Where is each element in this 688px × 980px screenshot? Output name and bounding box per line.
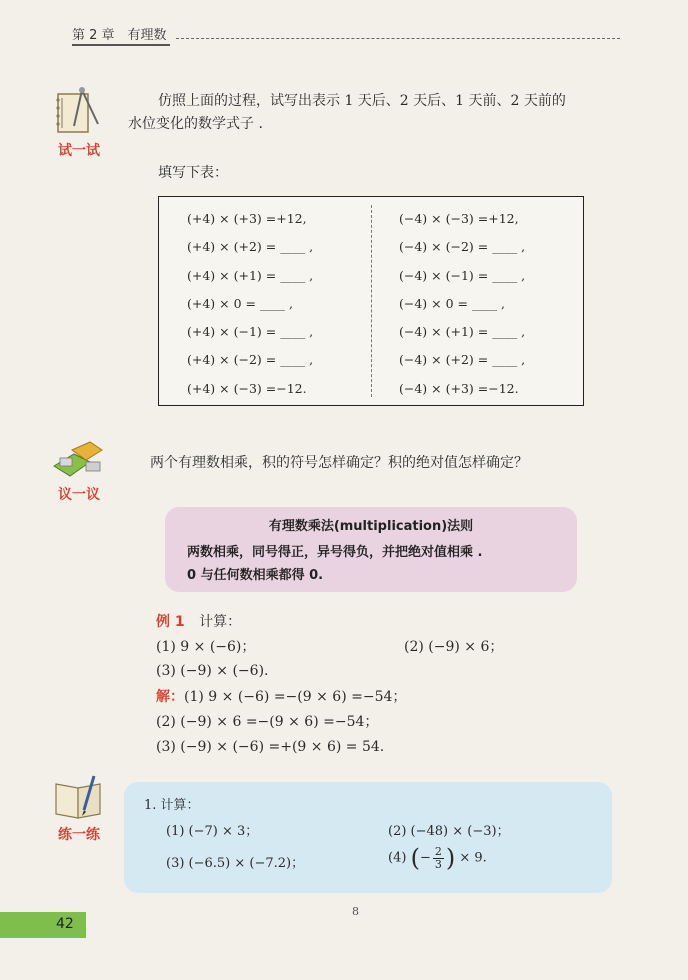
bottom-mark: 8 — [352, 905, 359, 918]
example-question-3: (3) (−9) × (−6). — [156, 663, 269, 679]
try-instruction-line-2: 水位变化的数学式子 . — [128, 116, 263, 132]
table-row: (−4) × 0 = ____ , — [399, 295, 505, 311]
practice-item-4-suffix: × 9. — [459, 850, 487, 866]
practice-item-1: (1) (−7) × 3； — [166, 824, 259, 839]
book-pen-icon — [50, 772, 108, 822]
example-heading — [156, 611, 241, 633]
try-section-marker — [48, 84, 110, 160]
table-left-column — [187, 205, 387, 403]
table-row: (+4) × (−3) =−12. — [187, 380, 307, 396]
practice-item-4-prefix: (4) — [388, 850, 407, 866]
table-row: (−4) × (−2) = ____ , — [399, 239, 526, 255]
fill-in-table — [158, 196, 584, 406]
page-number-tab — [0, 912, 86, 938]
fraction-denominator: 3 — [434, 857, 442, 871]
discuss-section-marker — [48, 436, 110, 504]
rule-line-2: 0 与任何数相乘都得 0. — [187, 568, 324, 583]
table-row: (+4) × (−2) = ____ , — [187, 352, 314, 368]
try-label: 试一试 — [58, 143, 100, 159]
fraction — [433, 846, 444, 871]
discuss-question: 两个有理数相乘，积的符号怎样确定？积的绝对值怎样确定？ — [150, 455, 528, 471]
table-right-column — [399, 205, 599, 403]
notebook-compass-icon — [52, 84, 106, 138]
table-row: (+4) × (+1) = ____ , — [187, 267, 314, 283]
example-label: 例 1 — [156, 614, 185, 630]
practice-heading: 1. 计算： — [144, 798, 200, 813]
practice-section-marker — [48, 772, 110, 844]
table-row: (+4) × (−1) = ____ , — [187, 324, 314, 340]
example-question-2: (2) (−9) × 6； — [404, 639, 504, 655]
fill-table-prompt: 填写下表： — [158, 165, 228, 181]
fraction-numerator: 2 — [434, 844, 442, 858]
left-paren-icon: ( — [410, 844, 420, 872]
table-row: (+4) × 0 = ____ , — [187, 295, 293, 311]
page-number: 42 — [56, 916, 74, 932]
multiplication-rule-box — [165, 507, 577, 592]
solution-line-2: (2) (−9) × 6 =−(9 × 6) =−54； — [156, 714, 379, 730]
header-underline — [72, 44, 170, 46]
rule-line-1: 两数相乘，同号得正，异号得负，并把绝对值相乘 . — [187, 545, 483, 560]
table-row: (−4) × (+3) =−12. — [399, 380, 519, 396]
solution-line-1 — [156, 686, 406, 708]
practice-item-3: (3) (−6.5) × (−7.2)； — [166, 856, 305, 871]
fraction-sign: − — [419, 850, 431, 866]
solution-text-1: (1) 9 × (−6) =−(9 × 6) =−54； — [184, 689, 407, 705]
discussion-icon — [50, 436, 108, 482]
solution-label: 解： — [156, 689, 184, 705]
example-question-1: (1) 9 × (−6)； — [156, 639, 256, 655]
practice-item-2: (2) (−48) × (−3)； — [388, 824, 510, 839]
discuss-label: 议一议 — [58, 487, 100, 503]
table-row: (+4) × (+3) =+12, — [187, 211, 307, 226]
chapter-header: 第 2 章 有理数 — [72, 28, 167, 43]
right-paren-icon: ) — [445, 844, 456, 872]
example-prompt: 计算： — [199, 614, 242, 630]
table-row: (−4) × (+2) = ____ , — [399, 352, 526, 368]
table-row: (−4) × (−3) =+12, — [399, 211, 519, 226]
table-row: (+4) × (+2) = ____ , — [187, 239, 314, 255]
header-dashed-rule — [176, 38, 620, 39]
table-row: (−4) × (−1) = ____ , — [399, 267, 526, 283]
rule-title: 有理数乘法(multiplication)法则 — [268, 519, 474, 534]
practice-item-4 — [388, 844, 487, 872]
try-instruction-line-1: 仿照上面的过程，试写出表示 1 天后、2 天后、1 天前、2 天前的 — [158, 93, 566, 109]
practice-box — [124, 782, 612, 893]
table-row: (−4) × (+1) = ____ , — [399, 324, 526, 340]
practice-label: 练一练 — [58, 827, 100, 843]
solution-line-3: (3) (−9) × (−6) =+(9 × 6) = 54. — [156, 739, 385, 755]
